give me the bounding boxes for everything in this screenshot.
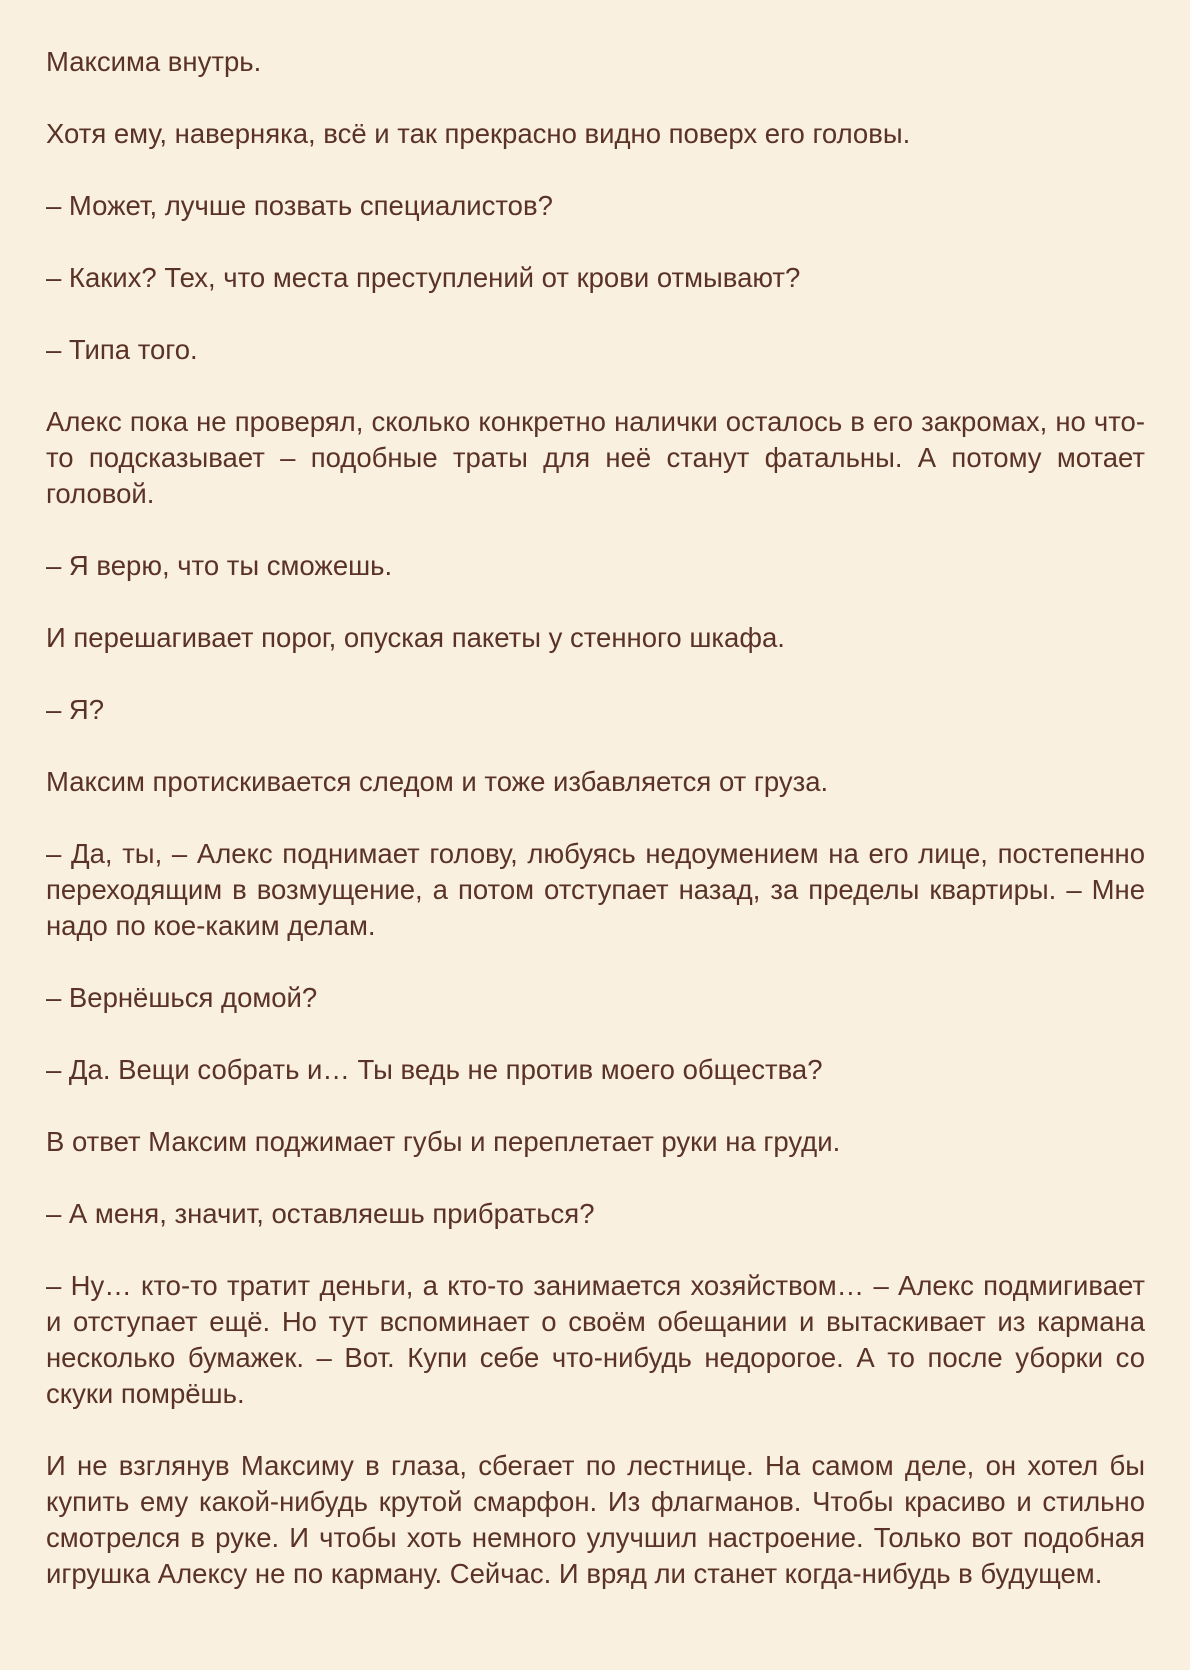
document-body bbox=[46, 44, 1145, 1592]
paragraph-7: – Я верю, что ты сможешь. bbox=[46, 550, 393, 581]
paragraph-9: – Я? bbox=[46, 694, 105, 725]
paragraph-14: В ответ Максим поджимает губы и переплетает руки на груди. bbox=[46, 1126, 841, 1157]
paragraph-1: Максима внутрь. bbox=[46, 46, 262, 77]
paragraph-10: Максим протискивается следом и тоже избавляется от груза. bbox=[46, 766, 829, 797]
paragraph-4: – Каких? Тех, что места преступлений от крови отмывают? bbox=[46, 262, 801, 293]
paragraph-3: – Может, лучше позвать специалистов? bbox=[46, 190, 553, 221]
paragraph-17: И не взглянув Максиму в глаза, сбегает по лестнице. На самом деле, он хотел бы купить ему какой-нибудь крутой смарфон. Из флагманов. Чтобы красиво и стильно смотрелся в руке. И чтобы хоть немного улучшил настроение. Только вот подобная игрушка Алексу не по карману. Сейчас. И вряд ли станет когда-нибудь в будущем. bbox=[46, 1450, 1145, 1589]
paragraph-11: – Да, ты, – Алекс поднимает голову, любуясь недоумением на его лице, постепенно переходящим в возмущение, а потом отступает назад, за пределы квартиры. – Мне надо по кое-каким делам. bbox=[46, 838, 1145, 941]
paragraph-5: – Типа того. bbox=[46, 334, 198, 365]
paragraph-12: – Вернёшься домой? bbox=[46, 982, 318, 1013]
paragraph-2: Хотя ему, наверняка, всё и так прекрасно видно поверх его головы. bbox=[46, 118, 911, 149]
paragraph-16: – Ну… кто-то тратит деньги, а кто-то занимается хозяйством… – Алекс подмигивает и отступает ещё. Но тут вспоминает о своём обещании и вытаскивает из кармана несколько бумажек. – Вот. Купи себе что-нибудь недорогое. А то после уборки со скуки помрёшь. bbox=[46, 1270, 1145, 1409]
paragraph-6: Алекс пока не проверял, сколько конкретно налички осталось в его закромах, но что-то подсказывает – подобные траты для неё станут фатальны. А потому мотает головой. bbox=[46, 406, 1145, 509]
paragraph-8: И перешагивает порог, опуская пакеты у стенного шкафа. bbox=[46, 622, 785, 653]
paragraph-13: – Да. Вещи собрать и… Ты ведь не против моего общества? bbox=[46, 1054, 823, 1085]
paragraph-15: – А меня, значит, оставляешь прибраться? bbox=[46, 1198, 595, 1229]
